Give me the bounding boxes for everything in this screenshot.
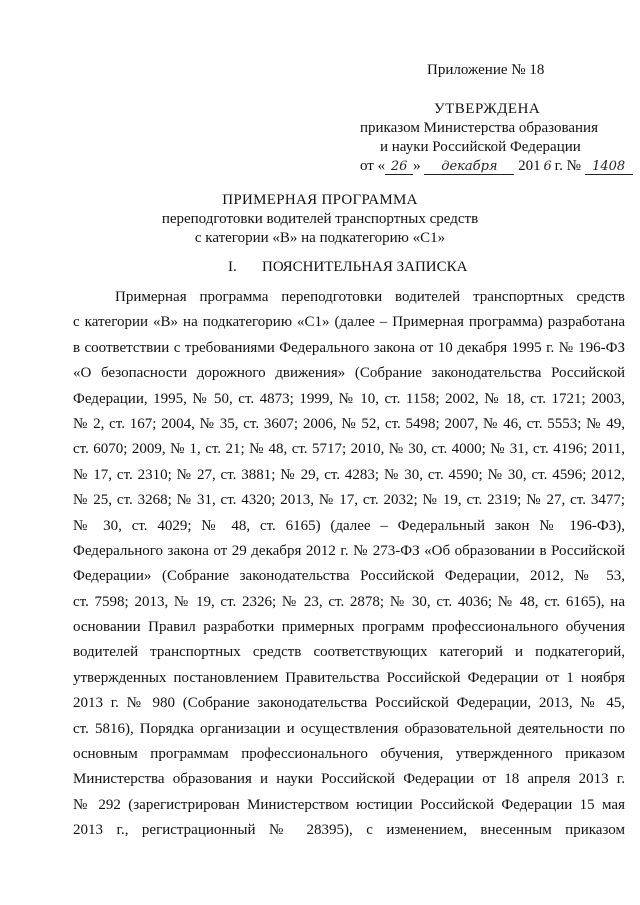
body-line: ст. 7598; 2013, № 19, ст. 2326; № 23, ст. 2878; № 30, ст. 4036; № 48, ст. 6165), на bbox=[73, 593, 625, 610]
title-line-3: с категории «В» на подкатегорию «С1» bbox=[194, 230, 446, 246]
body-paragraph bbox=[73, 285, 625, 844]
body-line: в соответствии с требованиями Федерального закона от 10 декабря 1995 г. № 196-ФЗ bbox=[73, 339, 625, 356]
body-line: Примерная программа переподготовки водителей транспортных средств bbox=[115, 289, 625, 305]
date-year-end: г. № bbox=[554, 158, 581, 174]
title-main: ПРИМЕРНАЯ ПРОГРАММА bbox=[222, 192, 418, 208]
body-line: основным программам профессионального обучения, утвержденного приказом bbox=[73, 746, 625, 763]
date-year-prefix: 201 bbox=[518, 158, 541, 174]
title-line-2: переподготовки водителей транспортных средств bbox=[161, 211, 479, 227]
order-date-line bbox=[360, 157, 630, 176]
body-line: ст. 5816), Порядка организации и осуществления образовательной деятельности по bbox=[73, 720, 625, 737]
body-line: «О безопасности дорожного движения» (Собрание законодательства Российской bbox=[73, 365, 625, 382]
order-line-1: приказом Министерства образования bbox=[360, 120, 598, 136]
section-number: I. bbox=[228, 259, 237, 275]
approval-block bbox=[360, 100, 630, 176]
appendix-label: Приложение № 18 bbox=[427, 62, 545, 78]
body-line: ст. 6070; 2009, № 1, ст. 21; № 48, ст. 5717; 2010, № 30, ст. 4000; № 31, ст. 4196; 2011, bbox=[73, 441, 625, 458]
handwritten-year-digit: 6 bbox=[543, 159, 552, 174]
order-line-2: и науки Российской Федерации bbox=[380, 139, 581, 155]
body-line: основании Правил разработки примерных программ профессионального обучения bbox=[73, 619, 625, 636]
handwritten-order-number: 1408 bbox=[585, 160, 633, 175]
date-mid: » bbox=[413, 158, 421, 174]
date-prefix: от « bbox=[360, 158, 386, 174]
body-line: № 17, ст. 2310; № 27, ст. 3881; № 29, ст. 4283; № 30, ст. 4590; № 30, ст. 4596; 2012, bbox=[73, 466, 625, 483]
approved-stamp: УТВЕРЖДЕНА bbox=[434, 101, 541, 117]
body-line: с категории «В» на подкатегорию «С1» (далее – Примерная программа) разработана bbox=[73, 314, 625, 331]
body-line: № 30, ст. 4029; № 48, ст. 6165) (далее – Федеральный закон № 196-ФЗ), bbox=[73, 517, 625, 534]
body-line: № 25, ст. 3268; № 31, ст. 4320; 2013, № 17, ст. 2032; № 19, ст. 2319; № 27, ст. 3477; bbox=[73, 492, 625, 509]
body-line: № 2, ст. 167; 2004, № 35, ст. 3607; 2006, № 52, ст. 5498; 2007, № 46, ст. 5553; № 49, bbox=[73, 415, 625, 432]
body-line: 2013 г., регистрационный № 28395), с изменением, внесенным приказом bbox=[73, 822, 625, 839]
section-title: ПОЯСНИТЕЛЬНАЯ ЗАПИСКА bbox=[262, 259, 468, 275]
program-title bbox=[110, 191, 530, 248]
body-line: 2013 г. № 980 (Собрание законодательства Российской Федерации, 2013, № 45, bbox=[73, 695, 625, 712]
body-line: Министерства образования и науки Российской Федерации от 18 апреля 2013 г. bbox=[73, 771, 625, 788]
handwritten-month: декабря bbox=[424, 160, 514, 175]
section-heading bbox=[228, 259, 467, 276]
body-line: Федерального закона от 29 декабря 2012 г. № 273-ФЗ «Об образовании в Российской bbox=[73, 542, 625, 559]
body-line: Федерации, 1995, № 50, ст. 4873; 1999, № 10, ст. 1158; 2002, № 18, ст. 1721; 2003, bbox=[73, 390, 625, 407]
body-line: № 292 (зарегистрирован Министерством юстиции Российской Федерации 15 мая bbox=[73, 796, 625, 813]
body-line: Федерации» (Собрание законодательства Российской Федерации, 2012, № 53, bbox=[73, 568, 625, 585]
body-line: утвержденных постановлением Правительства Российской Федерации от 1 ноября bbox=[73, 669, 625, 686]
body-line: водителей транспортных средств соответствующих категорий и подкатегорий, bbox=[73, 644, 625, 661]
handwritten-day: 26 bbox=[385, 160, 413, 175]
